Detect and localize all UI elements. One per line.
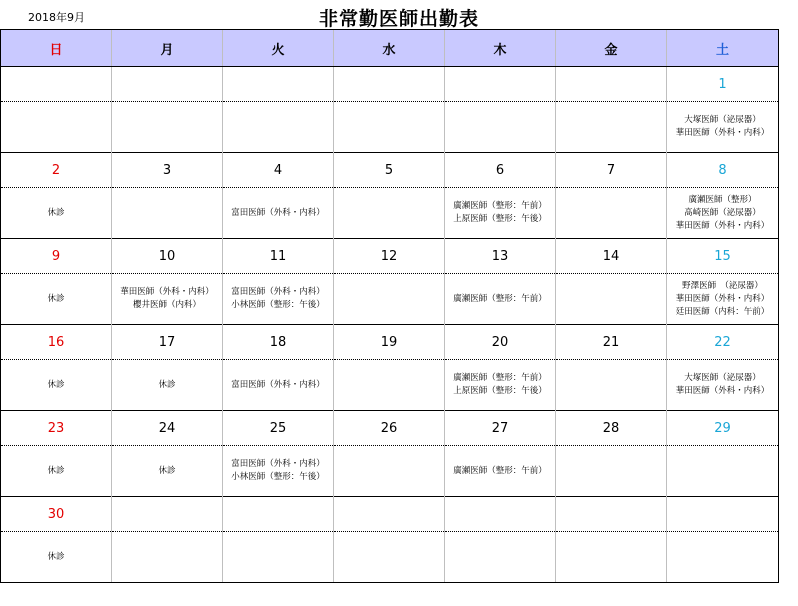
doctor-entry: 華田医師（外科・内科） bbox=[675, 220, 770, 231]
date-cell-fri: 14 bbox=[556, 239, 667, 274]
doctor-entry: 休診 bbox=[47, 551, 65, 562]
doctor-entry: 華田医師（外科・内科） bbox=[675, 386, 770, 396]
schedule-cell-sat bbox=[667, 102, 779, 153]
doctor-entry: 上原医師（整形：午後） bbox=[453, 214, 547, 224]
schedule-cell-mon bbox=[112, 274, 223, 325]
date-cell-tue: 25 bbox=[223, 411, 334, 446]
schedule-cell-fri bbox=[556, 532, 667, 583]
schedule-cell-fri bbox=[556, 274, 667, 325]
date-cell-mon: 17 bbox=[112, 325, 223, 360]
schedule-cell-thu bbox=[445, 188, 556, 239]
date-row bbox=[1, 67, 779, 102]
schedule-cell-sat bbox=[667, 274, 779, 325]
schedule-cell-fri bbox=[556, 360, 667, 411]
doctor-entry: 廣瀬医師（整形：午前） bbox=[453, 293, 547, 304]
weekday-header-mon: 月 bbox=[112, 30, 223, 67]
weekday-header-row bbox=[1, 30, 779, 67]
schedule-cell-thu bbox=[445, 532, 556, 583]
doctor-entry: 髙崎医師（泌尿器） bbox=[684, 207, 761, 218]
schedule-cell-wed bbox=[334, 532, 445, 583]
date-cell-thu bbox=[445, 67, 556, 102]
date-cell-sat: 8 bbox=[667, 153, 779, 188]
date-cell-thu: 13 bbox=[445, 239, 556, 274]
doctor-entry: 廣瀬医師（整形） bbox=[688, 194, 757, 205]
date-row bbox=[1, 497, 779, 532]
schedule-row bbox=[1, 446, 779, 497]
date-cell-fri: 28 bbox=[556, 411, 667, 446]
schedule-cell-sat bbox=[667, 360, 779, 411]
date-cell-tue bbox=[223, 67, 334, 102]
date-cell-sun: 23 bbox=[1, 411, 112, 446]
doctor-entry: 華田医師（外科・内科） bbox=[675, 128, 770, 138]
doctor-entry: 休診 bbox=[47, 293, 65, 304]
attendance-calendar bbox=[0, 29, 779, 583]
weekday-header-fri: 金 bbox=[556, 30, 667, 67]
schedule-cell-wed bbox=[334, 446, 445, 497]
doctor-entry: 華田医師（外科・内科） bbox=[120, 287, 214, 297]
date-cell-thu: 27 bbox=[445, 411, 556, 446]
date-cell-tue bbox=[223, 497, 334, 532]
schedule-cell-wed bbox=[334, 102, 445, 153]
date-cell-mon bbox=[112, 67, 223, 102]
date-cell-fri bbox=[556, 497, 667, 532]
doctor-entry: 華田医師（外科・内科） bbox=[675, 293, 770, 304]
date-cell-wed bbox=[334, 67, 445, 102]
date-cell-thu: 20 bbox=[445, 325, 556, 360]
date-cell-wed: 26 bbox=[334, 411, 445, 446]
date-cell-fri: 7 bbox=[556, 153, 667, 188]
schedule-cell-sun bbox=[1, 532, 112, 583]
schedule-cell-mon bbox=[112, 532, 223, 583]
date-cell-wed: 5 bbox=[334, 153, 445, 188]
schedule-cell-tue bbox=[223, 188, 334, 239]
schedule-cell-wed bbox=[334, 274, 445, 325]
schedule-cell-tue bbox=[223, 102, 334, 153]
schedule-cell-mon bbox=[112, 446, 223, 497]
schedule-cell-sun bbox=[1, 446, 112, 497]
doctor-entry: 廷田医師（内科：午前） bbox=[675, 306, 770, 317]
date-cell-wed: 12 bbox=[334, 239, 445, 274]
schedule-cell-mon bbox=[112, 188, 223, 239]
date-cell-tue: 18 bbox=[223, 325, 334, 360]
doctor-entry: 富田医師（外科・内科） bbox=[231, 379, 325, 390]
doctor-entry: 富田医師（外科・内科） bbox=[231, 287, 325, 297]
date-cell-sun: 16 bbox=[1, 325, 112, 360]
schedule-cell-thu bbox=[445, 102, 556, 153]
date-cell-fri: 21 bbox=[556, 325, 667, 360]
date-cell-mon: 3 bbox=[112, 153, 223, 188]
date-cell-wed: 19 bbox=[334, 325, 445, 360]
month-label: 2018年9月 bbox=[28, 11, 85, 24]
schedule-cell-sun bbox=[1, 102, 112, 153]
schedule-cell-tue bbox=[223, 360, 334, 411]
date-cell-sat: 15 bbox=[667, 239, 779, 274]
doctor-entry: 廣瀬医師（整形：午前） bbox=[453, 465, 547, 476]
date-cell-thu: 6 bbox=[445, 153, 556, 188]
date-cell-sun: 2 bbox=[1, 153, 112, 188]
date-cell-mon bbox=[112, 497, 223, 532]
date-cell-tue: 4 bbox=[223, 153, 334, 188]
schedule-cell-sun bbox=[1, 188, 112, 239]
schedule-row bbox=[1, 188, 779, 239]
date-cell-sun bbox=[1, 67, 112, 102]
doctor-entry: 休診 bbox=[158, 465, 176, 476]
schedule-cell-sun bbox=[1, 360, 112, 411]
page-title: 非常勤医師出勤表 bbox=[318, 8, 479, 30]
weekday-header-sun: 日 bbox=[1, 30, 112, 67]
schedule-cell-tue bbox=[223, 274, 334, 325]
doctor-entry: 野澤医師 （泌尿器） bbox=[682, 280, 763, 291]
schedule-row bbox=[1, 532, 779, 583]
schedule-cell-fri bbox=[556, 446, 667, 497]
date-row bbox=[1, 239, 779, 274]
weekday-header-wed: 水 bbox=[334, 30, 445, 67]
date-cell-mon: 24 bbox=[112, 411, 223, 446]
date-row bbox=[1, 411, 779, 446]
date-cell-sat bbox=[667, 497, 779, 532]
doctor-entry: 廣瀬医師（整形：午前） bbox=[453, 201, 547, 211]
date-cell-fri bbox=[556, 67, 667, 102]
schedule-cell-fri bbox=[556, 188, 667, 239]
schedule-cell-tue bbox=[223, 446, 334, 497]
schedule-cell-thu bbox=[445, 360, 556, 411]
schedule-cell-wed bbox=[334, 360, 445, 411]
doctor-entry: 小林医師（整形：午後） bbox=[231, 300, 325, 310]
doctor-entry: 休診 bbox=[47, 379, 65, 390]
weekday-header-thu: 木 bbox=[445, 30, 556, 67]
schedule-row bbox=[1, 274, 779, 325]
date-cell-sat: 1 bbox=[667, 67, 779, 102]
doctor-entry: 上原医師（整形：午後） bbox=[453, 386, 547, 396]
doctor-entry: 休診 bbox=[47, 465, 65, 476]
doctor-entry: 大塚医師（泌尿器） bbox=[684, 115, 761, 125]
doctor-entry: 休診 bbox=[47, 207, 65, 218]
doctor-entry: 大塚医師（泌尿器） bbox=[684, 373, 761, 383]
doctor-entry: 休診 bbox=[158, 379, 176, 390]
date-cell-thu bbox=[445, 497, 556, 532]
date-row bbox=[1, 153, 779, 188]
schedule-cell-mon bbox=[112, 360, 223, 411]
doctor-entry: 櫻井医師（内科） bbox=[132, 300, 201, 310]
doctor-entry: 廣瀬医師（整形：午前） bbox=[453, 373, 547, 383]
date-cell-sun: 30 bbox=[1, 497, 112, 532]
schedule-row bbox=[1, 102, 779, 153]
schedule-cell-tue bbox=[223, 532, 334, 583]
date-cell-sat: 22 bbox=[667, 325, 779, 360]
schedule-cell-thu bbox=[445, 446, 556, 497]
schedule-row bbox=[1, 360, 779, 411]
date-row bbox=[1, 325, 779, 360]
schedule-cell-sat bbox=[667, 446, 779, 497]
date-cell-sun: 9 bbox=[1, 239, 112, 274]
schedule-cell-sun bbox=[1, 274, 112, 325]
weekday-header-sat: 土 bbox=[667, 30, 779, 67]
date-cell-sat: 29 bbox=[667, 411, 779, 446]
doctor-entry: 小林医師（整形：午後） bbox=[231, 472, 325, 482]
doctor-entry: 富田医師（外科・内科） bbox=[231, 459, 325, 469]
date-cell-mon: 10 bbox=[112, 239, 223, 274]
doctor-entry: 富田医師（外科・内科） bbox=[231, 207, 325, 218]
schedule-cell-mon bbox=[112, 102, 223, 153]
date-cell-tue: 11 bbox=[223, 239, 334, 274]
schedule-cell-wed bbox=[334, 188, 445, 239]
date-cell-wed bbox=[334, 497, 445, 532]
schedule-cell-sat bbox=[667, 532, 779, 583]
schedule-cell-fri bbox=[556, 102, 667, 153]
schedule-cell-sat bbox=[667, 188, 779, 239]
weekday-header-tue: 火 bbox=[223, 30, 334, 67]
schedule-cell-thu bbox=[445, 274, 556, 325]
